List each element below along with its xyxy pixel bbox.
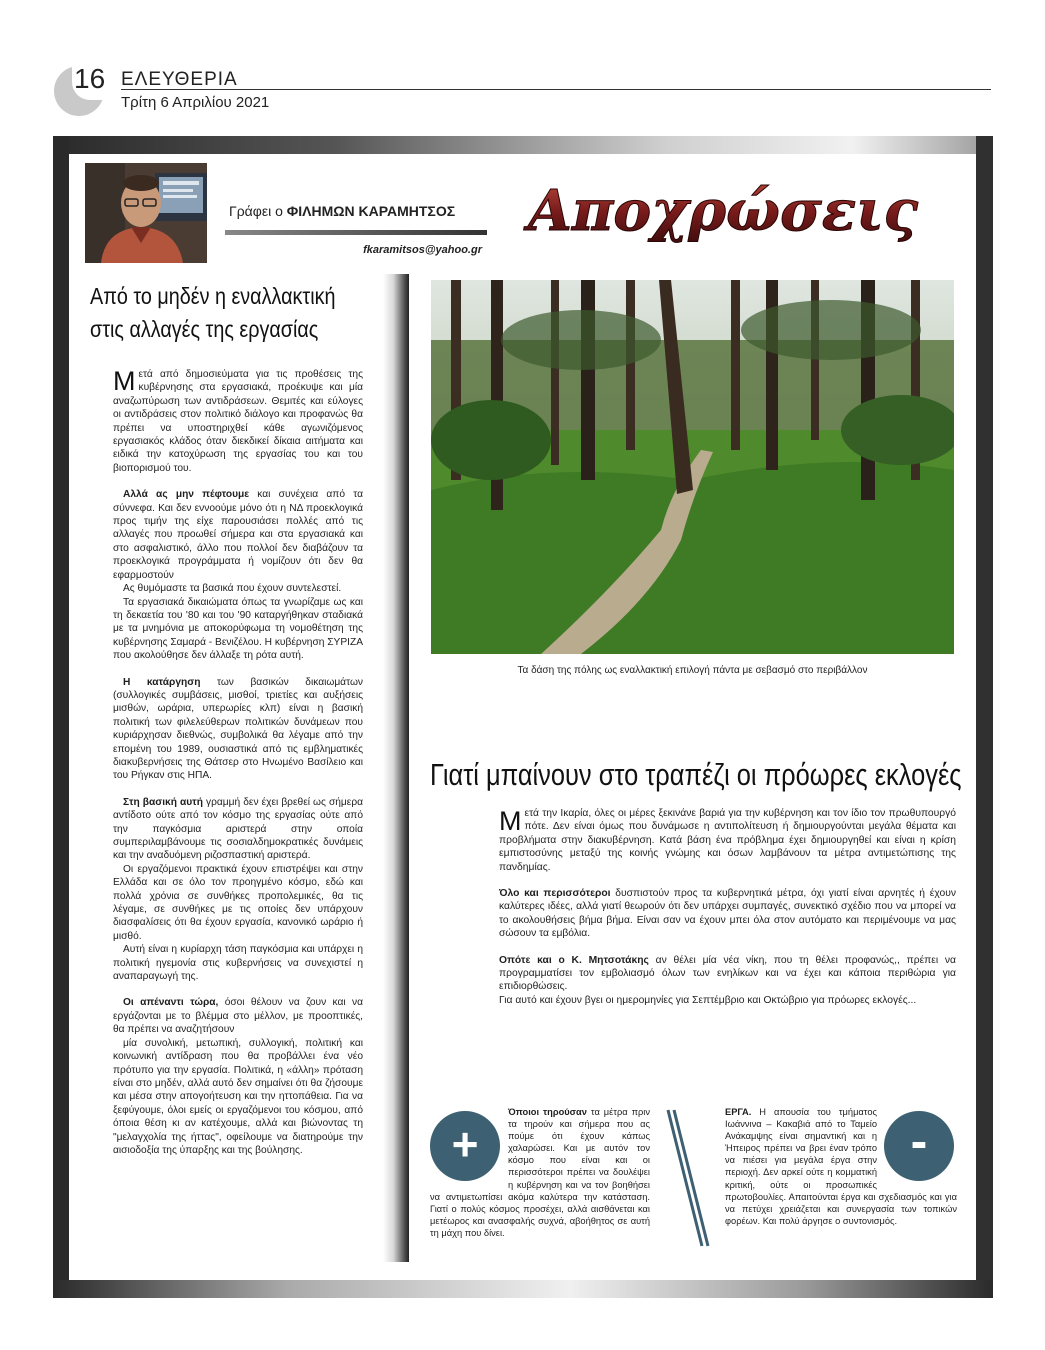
forest-path-photo	[431, 280, 954, 654]
right-paragraph: Μετά την Ικαρία, όλες οι μέρες ξεκινάνε βαριά για την κυβέρνηση και τον ίδιο τον πρωθυπουργό πότε. Δεν είναι όμως που δυνάμωσε η αντιπολίτευση ή δημιουργούνται μεγάλα θέματα και προβλήματα στην διακυβέρνηση. Κατά βάση ένα πρόβλημα έχει δημιουργηθεί και είναι η κρίση εμπιστοσύνης μεταξύ της κοινής γνώμης και όσων λαμβάνουν τα μέτρα αντιμετώπισης της πανδημίας.	[499, 806, 956, 873]
plus-icon: +	[430, 1111, 500, 1181]
frame-right-bar	[976, 136, 993, 1298]
frame-top-bar	[53, 136, 993, 154]
left-paragraph: Αλλά ας μην πέφτουμε και συνέχεια από τα σύννεφα. Και δεν εννοούμε μόνο ότι η ΝΔ προεκλογικά προς τιμήν της είχε παρουσιάσει πολλές από τις αλλαγές που προωθεί σήμερα και στα εργασιακά και στο ασφαλιστικό, άλλο που πολλοί δεν διαβάζουν τα προεκλογικά προγράμματα ή νομίζουν ότι δεν θα εφαρμοστούν	[113, 489, 363, 581]
left-paragraph: Οι απέναντι τώρα, όσοι θέλουν να ζουν και να εργάζονται με το βλέμμα στο μέλλον, με προοπτικές, θα πρέπει να αναζητήσουν	[113, 997, 363, 1036]
left-article-title	[90, 280, 382, 346]
right-paragraph: Για αυτό και έχουν βγει οι ημερομηνίες για Σεπτέμβριο και Οκτώβριο για πρόωρες εκλογές...	[499, 994, 917, 1006]
plus-box-text: Όποιοι τηρούσαν τα μέτρα πριν τα τηρούν και σήμερα που ας πούμε ότι έχουν κάπως χαλαρώσει. Και με αυτόν τον κόσμο που είναι και οι περισσότεροι πρέπει να δουλέψει η κυβέρνηση και να τον βοηθήσει να αντιμετωπίσει ακόμα καλύτερα την κατάσταση. Γιατί ο πολύς κόσμος προσέχει, αλλά αισθάνεται και μετέωρος και ανασφαλής συχνά, αβοήθητος σε αυτή τη μάχη που δίνει.	[430, 1107, 650, 1238]
byline-rule	[225, 230, 487, 235]
newspaper-name: ΕΛΕΥΘΕΡΙΑ	[121, 69, 238, 90]
photo-caption: Τα δάση της πόλης ως εναλλακτική επιλογή πάντα με σεβασμό στο περιβάλλον	[517, 665, 868, 676]
column-divider	[383, 274, 409, 1262]
separator-slashes	[662, 1108, 712, 1248]
minus-icon: -	[884, 1111, 954, 1181]
frame-left-bar	[53, 136, 69, 1298]
left-paragraph: Στη βασική αυτή γραμμή δεν έχει βρεθεί ως σήμερα αντίδοτο ούτε από τον κόσμο της εργασίας ούτε από την παγκόσμια αριστερά στην οποία συμπεριλαμβάνουμε τις σοσιαλδημοκρατικές δυνάμεις και την αναδυόμενη ριζοσπαστική αριστερά.	[113, 796, 364, 862]
column-title: Αποχρώσεις	[522, 178, 919, 244]
header-rule	[121, 89, 991, 90]
issue-date: Τρίτη 6 Απριλίου 2021	[121, 94, 270, 111]
left-paragraph: Μετά από δημοσιεύματα για τις προθέσεις της κυβέρνησης στα εργασιακά, προέκυψε και μία αναζωπύρωση των αντιδράσεων. Θεμιτές και εύλογες οι αντιδράσεις στον πολιτικό διάλογο και προφανώς θα πρέπει να υποστηριχθεί κάθε αγωνιζόμενος εργασιακός κλάδος όταν διεκδικεί δίκαια αιτήματα και ειδικά την κατοχύρωση της εργασίας του και του βιοπορισμού του.	[113, 366, 363, 474]
page-number: 16	[74, 63, 106, 94]
dropcap: Μ	[113, 366, 136, 396]
dropcap: Μ	[499, 806, 522, 836]
left-paragraph: μία συνολική, μετωπική, συλλογική, πολιτική και κοινωνική αντίδραση που θα προβάλλει ένα νέο πρότυπο για την εργασία. Πολιτικά, η «άλλη» πρόταση είναι στο μηδέν, αλλά αυτό δεν σημαίνει ότι θα ζήσουμε και μέσα στην απογοήτευση και την ηττοπάθεια. Για να ξεφύγουμε, όλοι εμείς οι εργαζόμενοι του κόσμου, από όποια θέση κι αν κατέχουμε, αλλά και βιώνοντας τη "μελαγχολία της ήττας", οφείλουμε να διατηρούμε την αισιοδοξία της ύπαρξης και της βούλησης.	[113, 1037, 363, 1156]
column-logo	[513, 172, 933, 256]
right-paragraph: Όλο και περισσότεροι δυσπιστούν προς τα κυβερνητικά μέτρα, όχι γιατί είναι αρνητές ή έχουν καλύτερες ιδέες, αλλά γιατί θεωρούν ότι δεν υπάρχει συμπαγές, συνεκτικό σχέδιο που να μπορεί να το ακολουθήσεις βήμα βήμα. Είναι σαν να έχουν μπει όλα στον αυτόματο και περιμένουμε να μας σώσουν τα εμβόλια.	[499, 888, 956, 940]
right-article-title: Γιατί μπαίνουν στο τραπέζι οι πρόωρες εκλογές	[430, 757, 962, 792]
byline	[229, 203, 455, 219]
left-article-body	[113, 368, 363, 1157]
author-email[interactable]: fkaramitsos@yahoo.gr	[363, 244, 482, 256]
left-paragraph: Ας θυμόμαστε τα βασικά που έχουν συντελεστεί.	[123, 583, 342, 595]
minus-box-text: ΕΡΓΑ. Η απουσία του τμήματος Ιωάννινα – Κακαβιά από το Ταμείο Ανάκαμψης είναι σημαντική και η Ήπειρος πρέπει να βρει έναν τρόπο να πιέσει για μεγάλα έργα στην περιοχή. Δεν αρκεί ούτε η κομματική κριτική, ούτε οι προσωπικές πρωτοβουλίες. Απαιτούνται έργα και σχεδιασμός και για να πετύχει χρειάζεται και συνεργασία των τοπικών φορέων. Και πολύ άργησε ο συντονισμός.	[725, 1107, 957, 1226]
right-paragraph: Οπότε και ο Κ. Μητσοτάκης αν θέλει μία νέα νίκη, που τη θέλει προφανώς,, πρέπει να προγραμματίσει τον εμβολιασμό όλων των ενηλίκων και να έχει και κάποια περιθώρια για επιδιορθώσεις.	[499, 954, 957, 993]
right-article-body	[499, 807, 956, 1007]
left-paragraph: Αυτή είναι η κυρίαρχη τάση παγκόσμια και υπάρχει η πολιτική ηγεμονία στις κυβερνήσεις να συνεχιστεί η αναπαραγωγή της.	[113, 944, 363, 983]
left-title-line-1: Από το μηδέν η εναλλακτική	[90, 283, 336, 309]
left-paragraph: Οι εργαζόμενοι πρακτικά έχουν επιστρέψει και στην Ελλάδα και σε όλο τον προηγμένο κόσμο, εδώ και πολλά χρόνια σε συνθήκες προπολεμικές, θα τις λέγαμε, σε συνθήκες με τις οποίες δεν υπάρχουν διασφαλίσεις ότι θα έχουν εργασία, κανονικό ωράριο ή μισθό.	[113, 863, 363, 942]
byline-prefix: Γράφει ο	[229, 203, 283, 219]
author-photo	[85, 163, 207, 263]
left-paragraph: Η κατάργηση των βασικών δικαιωμάτων (συλλογικές συμβάσεις, μισθοί, τριετίες και αυξήσεις μισθών, ωράρια, υπερωρίες κλπ) είναι η βασική πολιτική των φιλελεύθερων πολιτικών δυνάμεων που κυριάρχησαν διεθνώς, συμβολικά θα λέγαμε από την επομένη του 1989, ουσιαστικά από τις εμβληματικές διακυβερνήσεις της Θάτσερ στο Ηνωμένο Βασίλειο και του Ρήγκαν στις ΗΠΑ.	[113, 676, 363, 782]
author-name: ΦΙΛΗΜΩΝ ΚΑΡΑΜΗΤΣΟΣ	[286, 203, 456, 219]
frame-bottom-bar	[53, 1280, 993, 1298]
left-paragraph: Τα εργασιακά δικαιώματα όπως τα γνωρίζαμε ως και τη δεκαετία του '80 και του '90 καταργήθηκαν σταδιακά με τα μνημόνια με αποκορύφωμα τη νομοθέτηση της κυβέρνησης Σαμαρά - Βενιζέλου. Η κυβέρνηση ΣΥΡΙΖΑ που ακολούθησε δεν άλλαξε τη ρότα αυτή.	[113, 596, 363, 662]
left-title-line-2: στις αλλαγές της εργασίας	[90, 316, 319, 342]
